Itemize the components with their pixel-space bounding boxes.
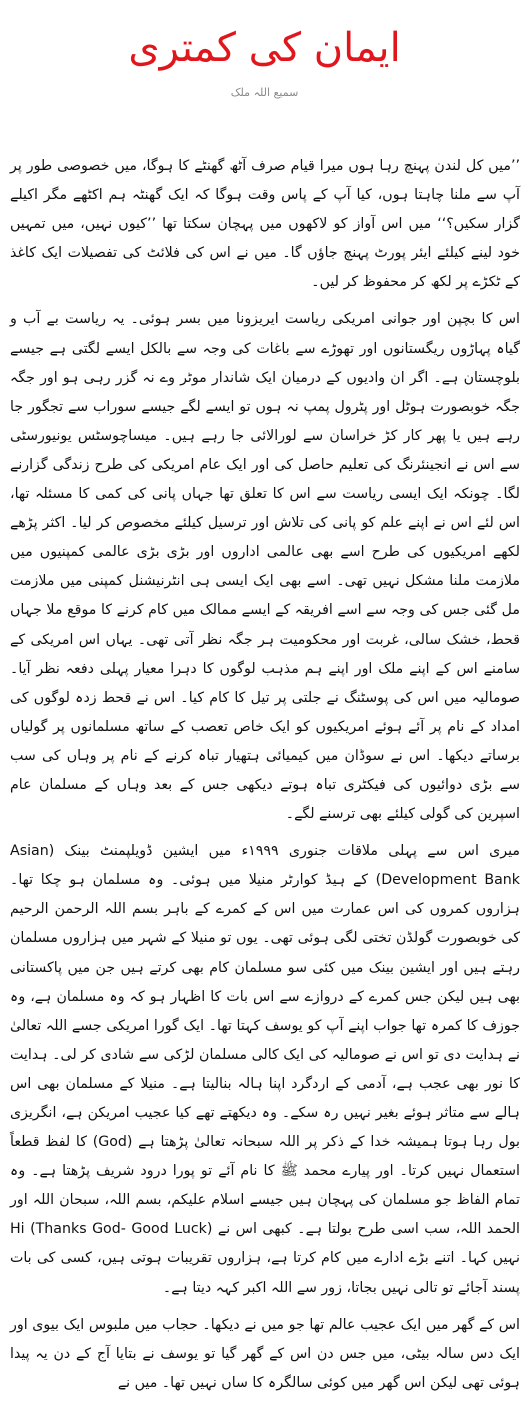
- article-paragraph: اس کا بچپن اور جوانی امریکی ریاست ایریزونا میں بسر ہوئی۔ یہ ریاست بے آب و گیاہ پہاڑوں ریگستانوں اور تھوڑے سے باغات کی وجہ سے بالکل ایسے لگتی ہے جیسے بلوچستان ہے۔ اگر ان وادیوں کے درمیان ایک شاندار موٹر وے نہ گزر رہی ہو اور جگہ جگہ خوبصورت ہوٹل اور پٹرول پمپ نہ ہوں تو ایسے لگے جیسے سوراب سے تجگور جا رہے ہیں یا پھر کار کڑ خراسان سے لورالائی جا رہے ہیں۔ میساچوسٹس یونیورسٹی سے اس نے انجینئرنگ کی تعلیم حاصل کی اور ایک عام امریکی کی طرح زندگی گزارنے لگا۔ چونکہ ایک ایسی ریاست سے اس کا تعلق تھا جہاں پانی کی کمی کا مسئلہ تھا، اس لئے اس نے اپنے علم کو پانی کی تلاش اور ترسیل کیلئے مخصوص کر لیا۔ اکثر پڑھے لکھے امریکیوں کی طرح اسے بھی عالمی اداروں اور بڑی بڑی عالمی کمپنیوں میں ملازمت ملنا مشکل نہیں تھی۔ اسے بھی ایک ایسی ہی انٹرنیشنل کمپنی میں ملازمت مل گئی جس کی وجہ سے اسے افریقہ کے ایسے ممالک میں کام کرنے کا موقع ملا جہاں قحط، خشک سالی، غربت اور محکومیت ہر جگہ نظر آتی تھی۔ یہاں اس امریکی کے سامنے اس کے اپنے ملک اور اپنے ہم مذہب لوگوں کا دہرا معیار پہلی دفعہ نظر آیا۔ صومالیہ میں اس کی پوسٹنگ نے جلتی پر تیل کا کام کیا۔ اس نے قحط زدہ لوگوں کی امداد کے نام پر آئے ہوئے امریکیوں کو ایک خاص تعصب کے ساتھ مسلمانوں پر گولیاں برساتے دیکھا۔ اس نے سوڈان میں کیمیائی ہتھیار تباہ کرنے کے نام پر وہاں کی سب سے بڑی دوائیوں کی فیکٹری تباہ ہوتے دیکھی جس کے بعد وہاں کے مسلمان عام اسپرین کی گولی کیلئے بھی ترسنے لگے۔: [10, 311, 520, 823]
- author-byline: سمیع اللہ ملک: [230, 86, 299, 99]
- article-paragraph: میری اس سے پہلی ملاقات جنوری ۱۹۹۹ء میں ایشین ڈویلپمنٹ بینک (Asian Development Bank) کے ہیڈ کوارٹر منیلا میں ہوئی۔ وہ مسلمان ہو چکا تھا۔ ہزاروں کمروں کی اس عمارت میں اس کے کمرے کے باہر بسم اللہ الرحمن الرحیم کی خوبصورت گولڈن تختی لگی ہوئی تھی۔ یوں تو منیلا کے شہر میں ہزاروں مسلمان رہتے ہیں اور ایشین بینک میں کئی سو مسلمان کام بھی کرتے ہیں جن میں پاکستانی بھی ہیں لیکن جس کمرے کے دروازے سے اس بات کا اظہار ہو کہ وہ مسلمان ہے، وہ جوزف کا کمرہ تھا جواب اپنے آپ کو یوسف کہتا تھا۔ ایک گورا امریکی جسے اللہ تعالیٰ نے ہدایت دی تو اس نے صومالیہ کی ایک کالی مسلمان لڑکی سے شادی کر لی۔ ہدایت کا نور بھی عجب ہے، آدمی کے اردگرد اپنا ہالہ بنالیتا ہے۔ منیلا کے مسلمان بھی اس ہالے سے متاثر ہوئے بغیر نہیں رہ سکے۔ وہ دیکھتے تھے کیا عجیب امریکن ہے، انگریزی بول رہا ہوتا ہمیشہ خدا کے ذکر پر اللہ سبحانہ تعالیٰ پڑھتا ہے (God) کا لفظ قطعاً استعمال نہیں کرتا۔ اور پیارے محمد ﷺ کا نام آئے تو پورا درود شریف پڑھتا ہے۔ وہ تمام الفاظ جو مسلمان کی پہچان ہیں جیسے اسلام علیکم، بسم اللہ، سبحان اللہ اور الحمد اللہ، سب اسی طرح بولتا ہے۔ کبھی اس نے Hi (Thanks God- Good Luck) نہیں کہا۔ اتنے بڑے ادارے میں کام کرتا ہے، ہزاروں تقریبات ہوتی ہیں، کسی کی بات پسند آجائے تو تالی نہیں بجاتا، زور سے اللہ اکبر کہہ دیتا ہے۔: [10, 843, 521, 1296]
- article-paragraph: اس کے گھر میں ایک عجیب عالم تھا جو میں نے دیکھا۔ حجاب میں ملبوس ایک بیوی اور ایک دس سالہ بیٹی، میں جس دن اس کے گھر گیا تو یوسف نے بتایا آج کے دن یہ پیدا ہوئی تھی لیکن اس گھر میں کوئی سالگرہ کا ساں نہیں تھا۔ میں نے: [10, 1316, 520, 1391]
- article-body: [10, 152, 520, 1406]
- article-title: ایمان کی کمتری: [128, 25, 401, 71]
- article-paragraph: ’’میں کل لندن پہنچ رہا ہوں میرا قیام صرف آٹھ گھنٹے کا ہوگا، میں خصوصی طور پر آپ سے ملنا چاہتا ہوں، کیا آپ کے پاس وقت ہوگا کہ ایک گھنٹہ ہم اکٹھے مگر اکیلے گزار سکیں؟‘‘ میں اس آواز کو لاکھوں میں پہچان سکتا تھا ’’کیوں نہیں، میں تمہیں خود لینے کیلئے ایئر پورٹ پہنچ جاؤں گا۔ میں نے اس کی فلائٹ کی تفصیلات ایک کاغذ کے ٹکڑے پر لکھ کر محفوظ کر لیں۔: [10, 158, 520, 291]
